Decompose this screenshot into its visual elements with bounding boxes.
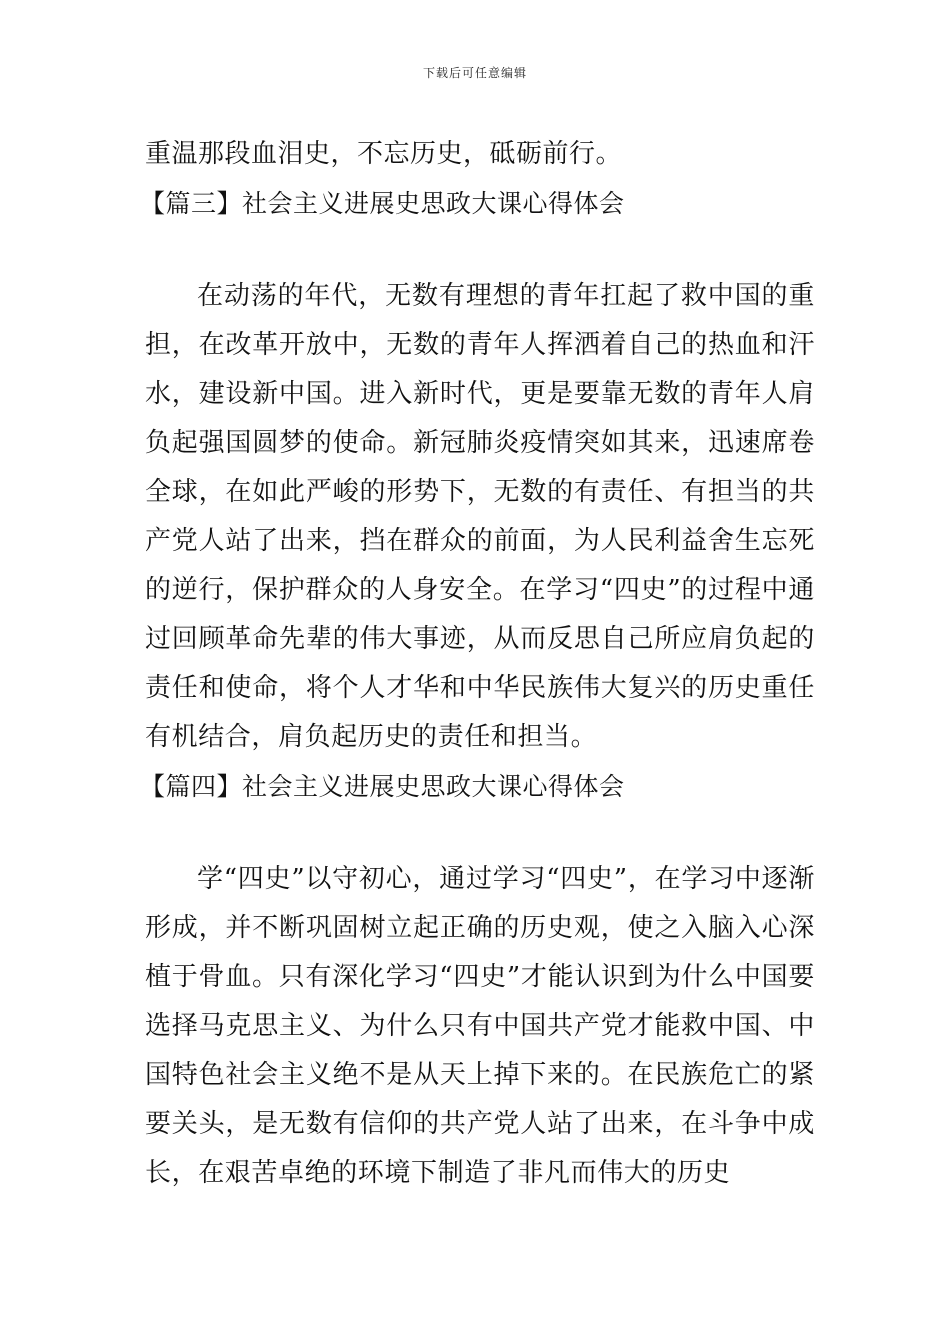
section-3-heading: 【篇三】社会主义进展史思政大课心得体会: [140, 189, 625, 218]
section-3-paragraph: 在动荡的年代，无数有理想的青年扛起了救中国的重担，在改革开放中，无数的青年人挥洒着自己的热血和汗水，建设新中国。进入新时代，更是要靠无数的青年人肩负起强国圆梦的使命。新冠肺炎疫情突如其来，迅速席卷全球，在如此严峻的形势下，无数的有责任、有担当的共产党人站了出来，挡在群众的前面，为人民利益舍生忘死的逆行，保护群众的人身安全。在学习“四史”的过程中通过回顾革命先辈的伟大事迹，从而反思自己所应肩负起的责任和使命，将个人才华和中华民族伟大复兴的历史重任有机结合，肩负起历史的责任和担当。: [145, 281, 815, 752]
page-header-note: 下载后可任意编辑: [422, 66, 527, 80]
document-body: [140, 130, 815, 1198]
lead-line: 重温那段血泪史，不忘历史，砥砺前行。: [145, 139, 623, 169]
section-4-paragraph: 学“四史”以守初心，通过学习“四史”，在学习中逐渐形成，并不断巩固树立起正确的历史观，使之入脑入心深植于骨血。只有深化学习“四史”才能认识到为什么中国要选择马克思主义、为什么只有中国共产党才能救中国、中国特色社会主义绝不是从天上掉下来的。在民族危亡的紧要关头，是无数有信仰的共产党人站了出来，在斗争中成长，在艰苦卓绝的环境下制造了非凡而伟大的历史: [145, 864, 815, 1188]
spacer: [145, 228, 815, 272]
spacer: [145, 811, 815, 855]
section-4-heading: 【篇四】社会主义进展史思政大课心得体会: [140, 772, 625, 801]
